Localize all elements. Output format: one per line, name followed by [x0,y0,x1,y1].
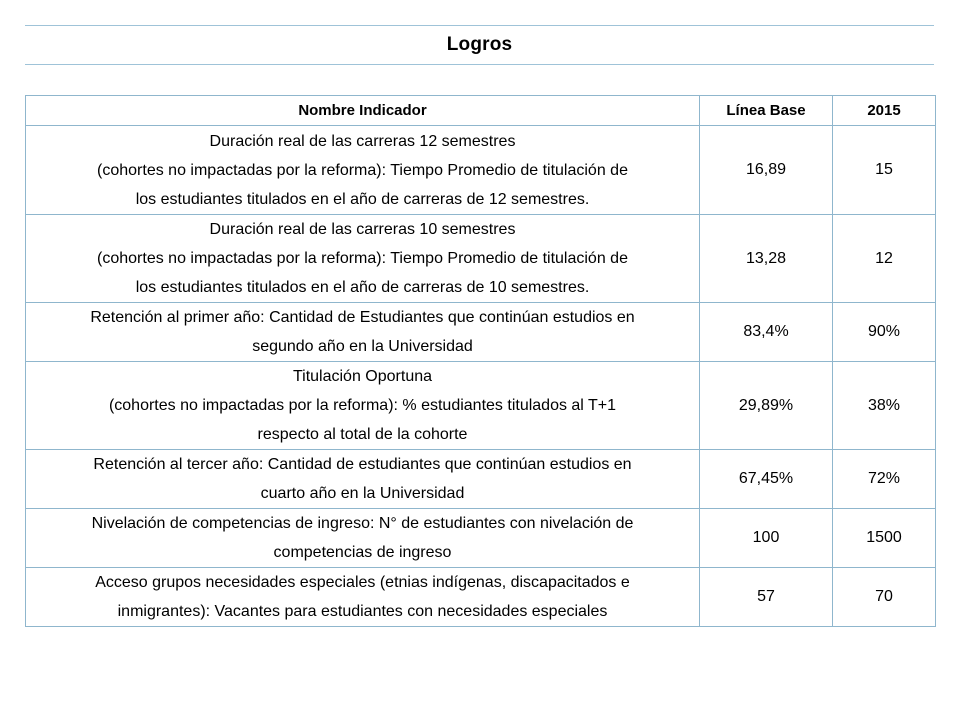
indicator-line: respecto al total de la cohorte [257,426,468,443]
indicator-line: (cohortes no impactadas por la reforma): Tiempo Promedio de titulación de [97,161,628,179]
value-2015-cell: 72% [833,450,936,509]
header-linea-base: Línea Base [700,96,833,126]
indicator-line: Retención al tercer año: Cantidad de estudiantes que continúan estudios en [93,456,632,473]
linea-base-cell: 13,28 [700,215,833,303]
indicator-line: Duración real de las carreras 12 semestres [209,132,516,150]
value-2015-cell: 38% [833,362,936,450]
indicator-line: Nivelación de competencias de ingreso: N° de estudiantes con nivelación de [91,515,634,532]
indicator-name-cell [26,215,700,303]
table-row [26,303,936,362]
indicator-line: los estudiantes titulados en el año de carreras de 12 semestres. [135,190,590,208]
header-nombre-indicador: Nombre Indicador [26,96,700,126]
linea-base-cell: 83,4% [700,303,833,362]
linea-base-cell: 29,89% [700,362,833,450]
indicator-name-cell [26,509,700,568]
table-row [26,126,936,215]
page-title: Logros [446,34,513,55]
indicator-line: Titulación Oportuna [292,368,433,385]
table-row [26,568,936,627]
indicator-line: (cohortes no impactadas por la reforma): Tiempo Promedio de titulación de [97,250,628,267]
value-2015-cell: 90% [833,303,936,362]
indicator-line: Duración real de las carreras 10 semestres [209,221,516,238]
linea-base-cell: 100 [700,509,833,568]
linea-base-cell: 16,89 [700,126,833,215]
indicator-line: (cohortes no impactadas por la reforma): % estudiantes titulados al T+1 [108,397,617,414]
linea-base-cell: 67,45% [700,450,833,509]
value-2015-cell: 15 [833,126,936,215]
indicator-name-cell [26,450,700,509]
indicator-name-cell [26,362,700,450]
value-2015-cell: 1500 [833,509,936,568]
indicator-line: inmigrantes): Vacantes para estudiantes con necesidades especiales [117,603,608,620]
table-header-row [26,96,936,126]
indicator-line: cuarto año en la Universidad [260,485,465,502]
indicator-line: competencias de ingreso [273,544,452,561]
indicator-name-cell [26,126,700,215]
header-2015: 2015 [833,96,936,126]
table-row [26,215,936,303]
indicator-name-cell [26,303,700,362]
table-row [26,362,936,450]
indicator-line: los estudiantes titulados en el año de carreras de 10 semestres. [135,279,590,296]
table-row [26,509,936,568]
value-2015-cell: 70 [833,568,936,627]
logros-table [25,95,936,627]
indicator-line: Retención al primer año: Cantidad de Estudiantes que continúan estudios en [90,309,635,326]
title-band [25,25,934,65]
value-2015-cell: 12 [833,215,936,303]
linea-base-cell: 57 [700,568,833,627]
indicator-line: Acceso grupos necesidades especiales (etnias indígenas, discapacitados e [95,574,630,591]
indicator-line: segundo año en la Universidad [252,338,473,355]
indicator-name-cell [26,568,700,627]
table-row [26,450,936,509]
